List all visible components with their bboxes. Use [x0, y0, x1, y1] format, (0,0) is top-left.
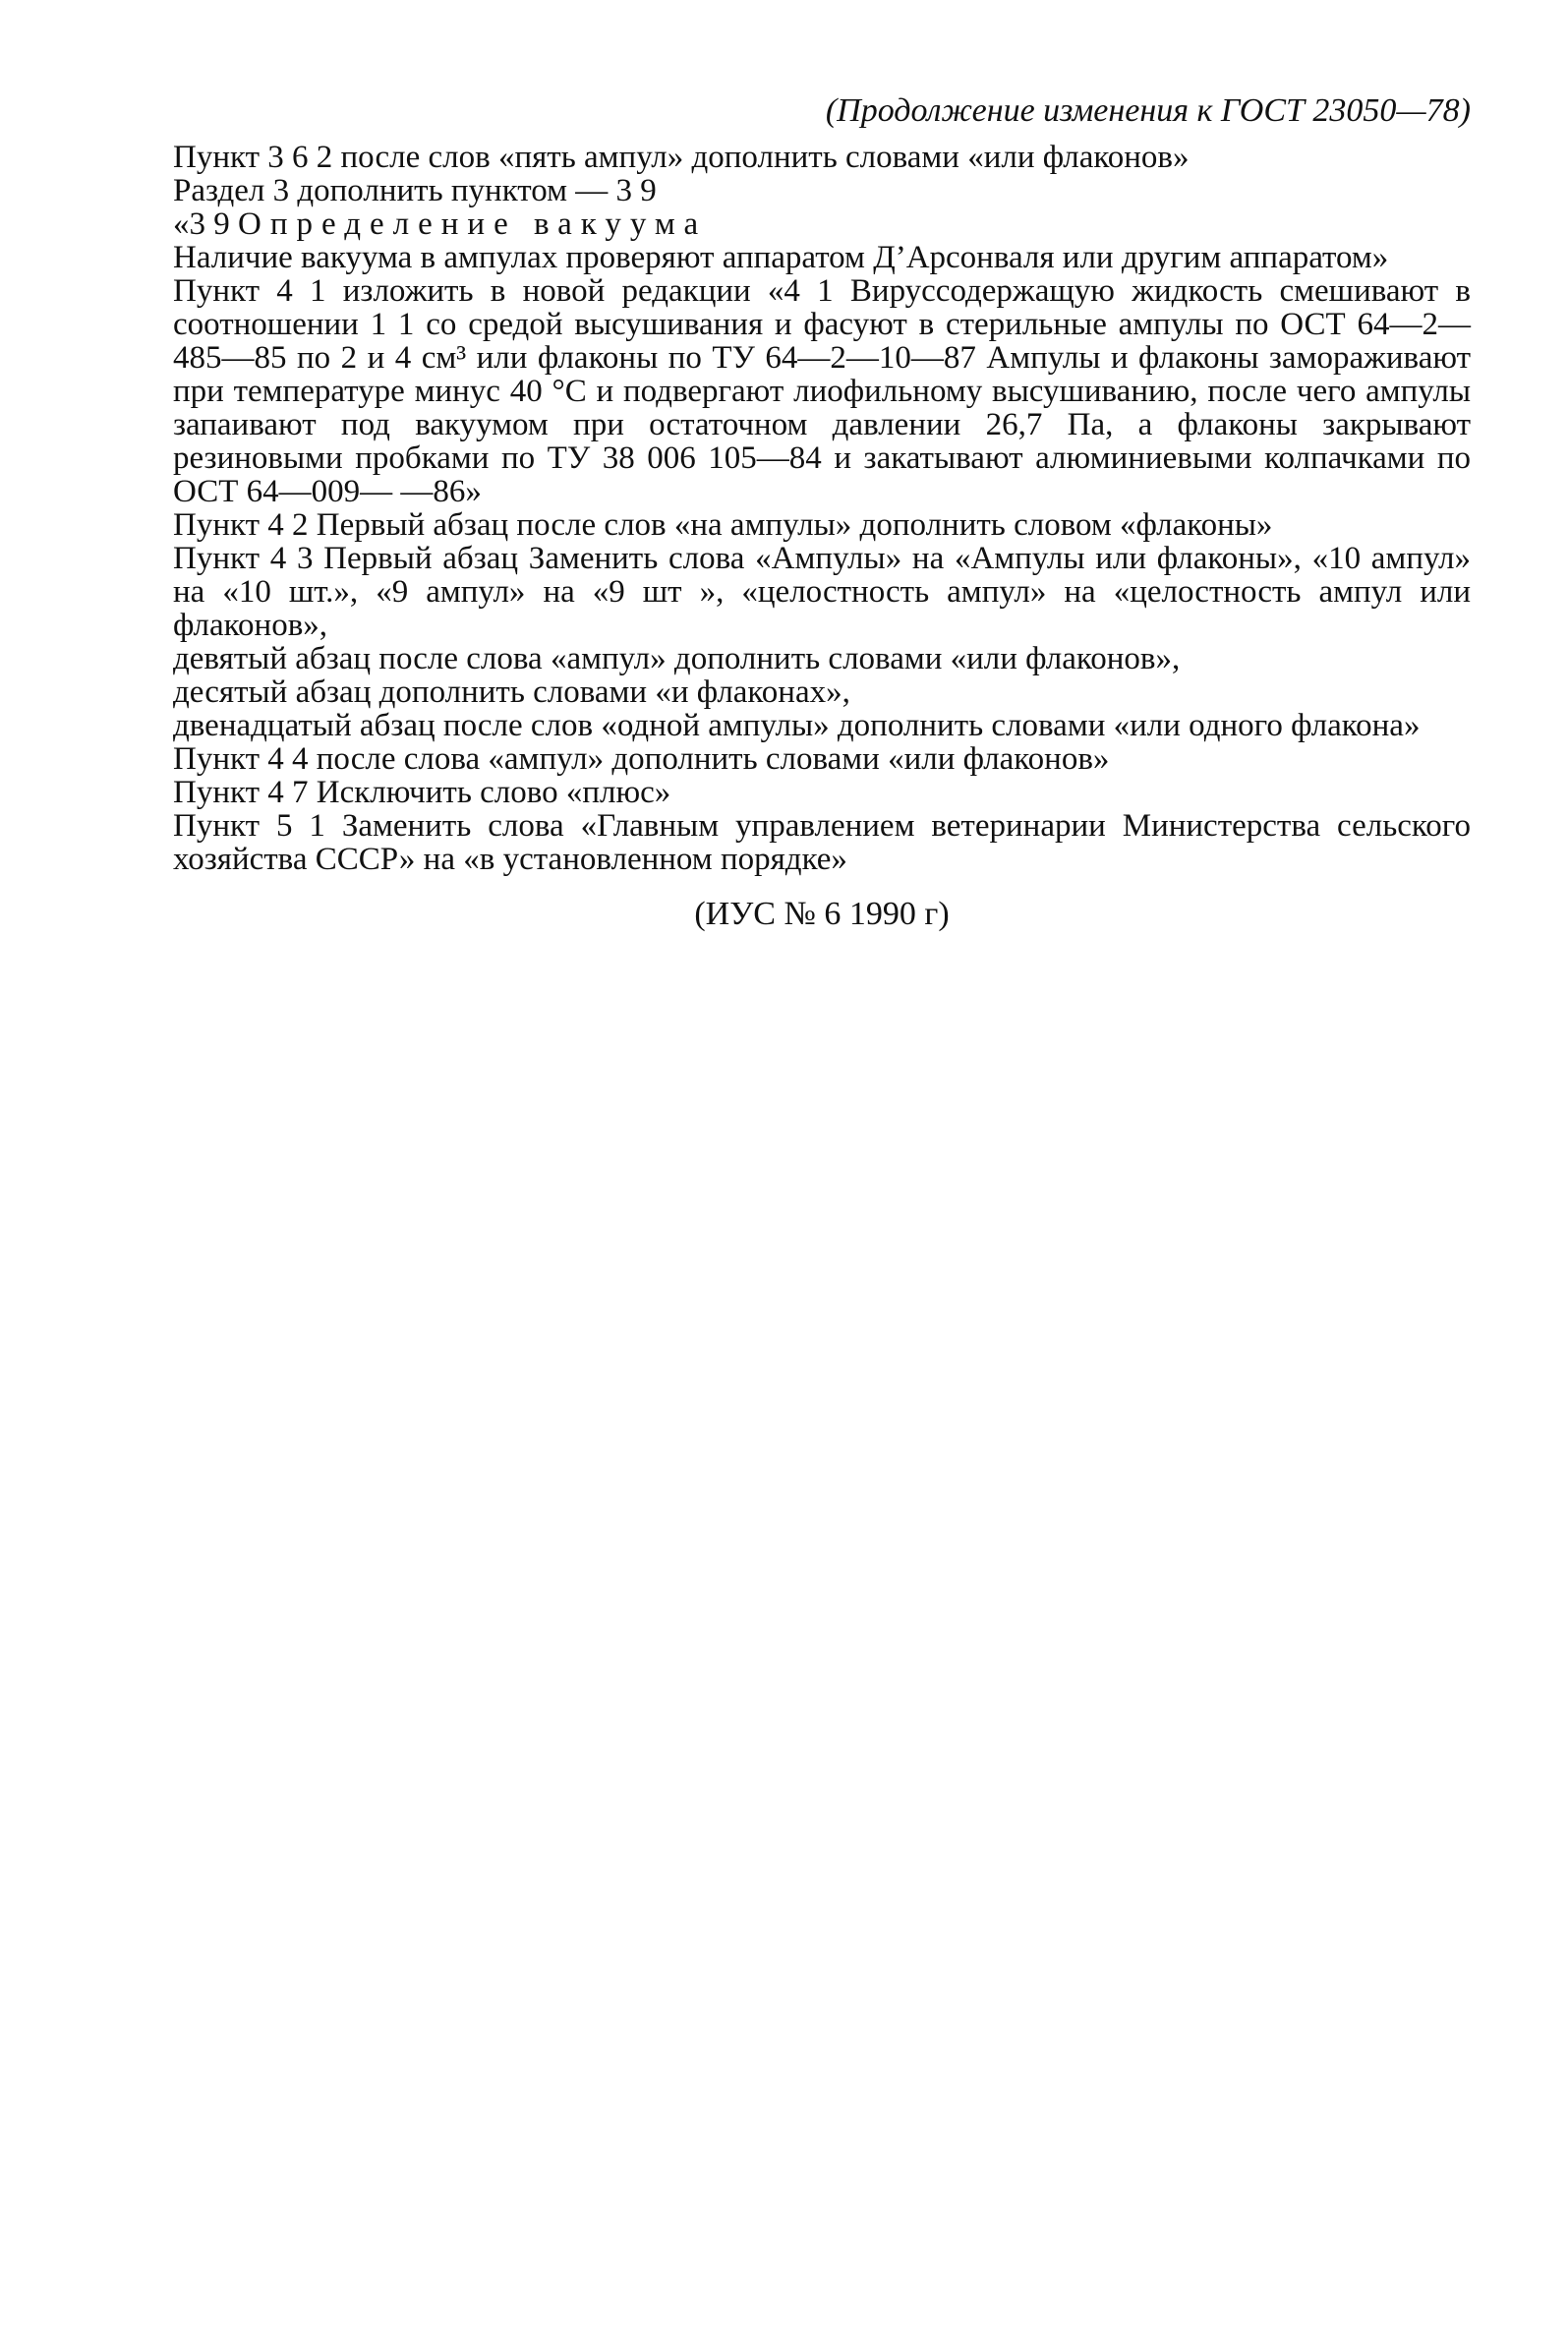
paragraph-item-47: Пункт 4 7 Исключить слово «плюс» — [173, 775, 671, 810]
paragraph-item-44: Пункт 4 4 после слова «ампул» дополнить словами «или флаконов» — [173, 741, 1110, 777]
paragraph-section-3: Раздел 3 дополнить пунктом — 3 9 — [173, 173, 657, 208]
continuation-header: (Продолжение изменения к ГОСТ 23050—78) — [825, 92, 1471, 129]
paragraph-item-39-heading — [173, 207, 1471, 241]
paragraph-item-43: Пункт 4 3 Первый абзац Заменить слова «Ампулы» на «Ампулы или флаконы», «10 ампул» на «10 шт.», «9 ампул» на «9 шт », «целостность ампул» на «целостность ампул или флаконов», — [173, 541, 1471, 643]
paragraph-twelfth-abzac: двенадцатый абзац после слов «одной ампулы» дополнить словами «или одного флакона» — [173, 708, 1421, 743]
paragraph-tenth-abzac: десятый абзац дополнить словами «и флаконах», — [173, 674, 850, 710]
paragraph-item-362: Пункт 3 6 2 после слов «пять ампул» дополнить словами «или флаконов» — [173, 140, 1190, 175]
paragraph-item-41: Пункт 4 1 изложить в новой редакции «4 1 Вируссодержащую жидкость смешивают в соотношении 1 1 со средой высушивания и фасуют в стерильные ампулы по ОСТ 64—2—485—85 по 2 и 4 см³ или флаконы по ТУ 64—2—10—87 Ампулы и флаконы замораживают при температуре минус 40 °С и подвергают лиофильному высушиванию, после чего ампулы запаивают под вакуумом при остаточном давлении 26,7 Па, а флаконы закрывают резиновыми пробками по ТУ 38 006 105—84 и закатывают алюминиевыми колпачками по ОСТ 64—009— —86» — [173, 273, 1471, 509]
ius-footer: (ИУС № 6 1990 г) — [694, 896, 950, 932]
paragraph-vacuum-check: Наличие вакуума в ампулах проверяют аппаратом Д’Арсонваля или другим аппаратом» — [173, 240, 1389, 275]
paragraph-ninth-abzac: девятый абзац после слова «ампул» дополнить словами «или флаконов», — [173, 641, 1181, 676]
paragraph-item-42: Пункт 4 2 Первый абзац после слов «на ампулы» дополнить словом «флаконы» — [173, 507, 1273, 543]
item-39-number: «3 9 — [173, 206, 238, 242]
item-39-title: Определение вакуума — [238, 206, 708, 242]
paragraph-item-51: Пункт 5 1 Заменить слова «Главным управлением ветеринарии Министерства сельского хозяйства СССР» на «в установленном порядке» — [173, 808, 1471, 877]
document-page — [173, 94, 1471, 931]
